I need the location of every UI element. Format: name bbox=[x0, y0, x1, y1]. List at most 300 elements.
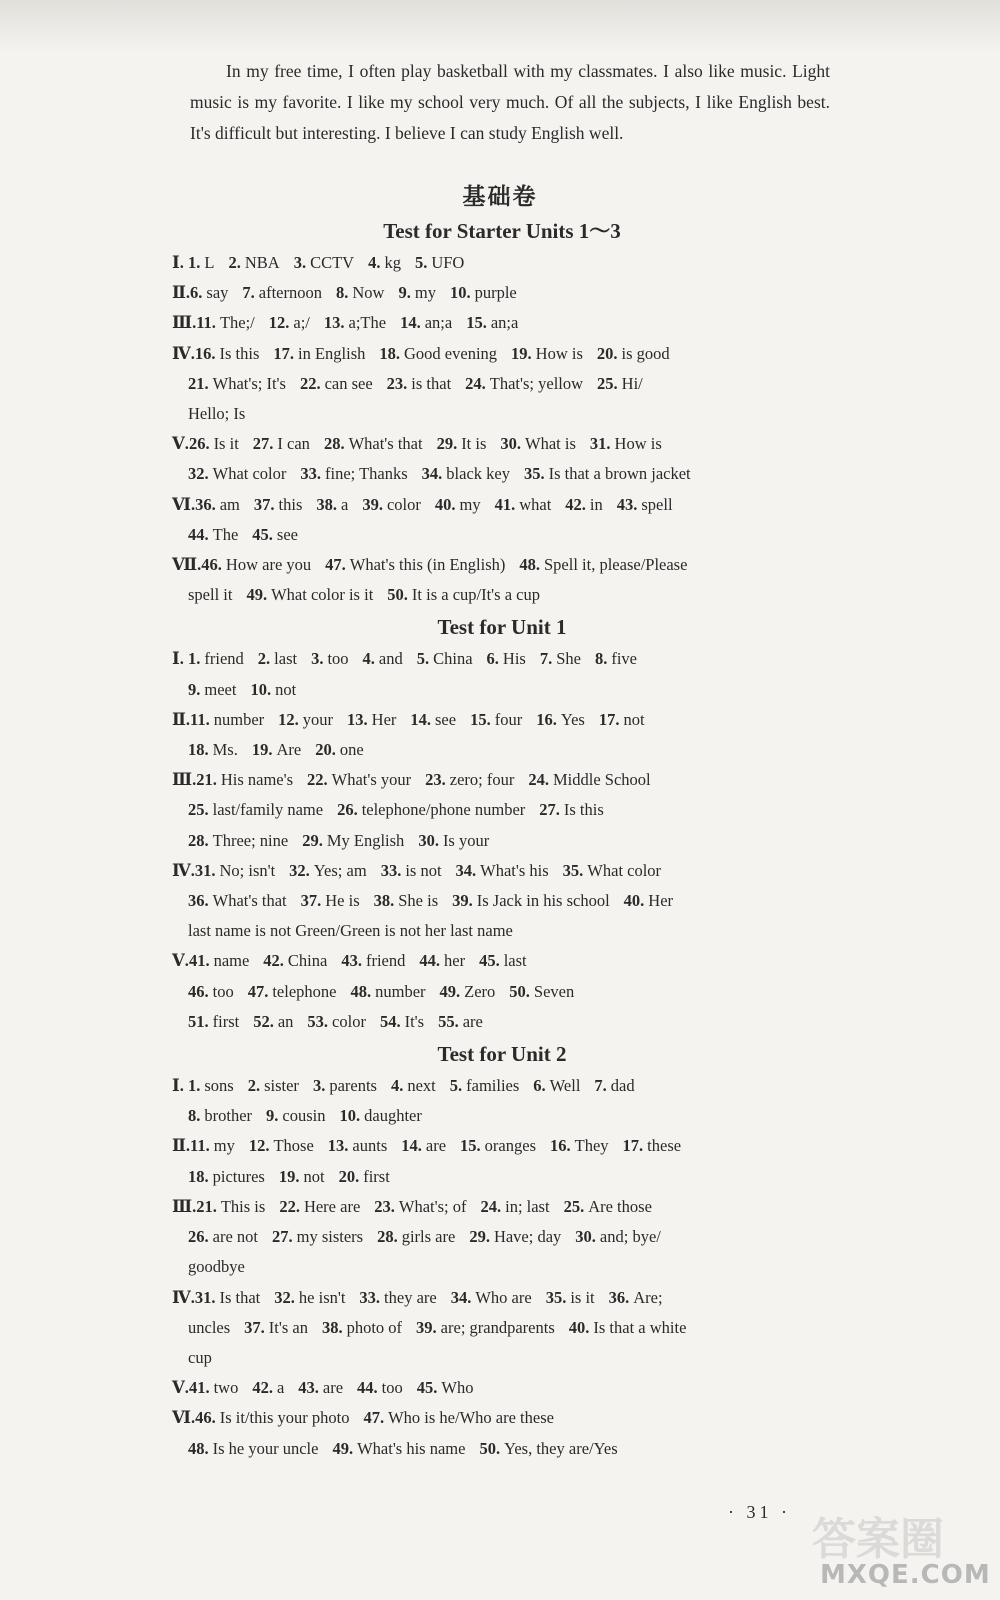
question-number: 8. bbox=[188, 1106, 201, 1126]
question-number: 41. bbox=[188, 1378, 210, 1398]
answer-text: Yes, they are/Yes bbox=[504, 1438, 618, 1458]
answer-line bbox=[172, 1162, 832, 1192]
answer-text: Zero bbox=[464, 981, 496, 1001]
answer-line bbox=[172, 1222, 832, 1252]
answer-item bbox=[487, 649, 526, 668]
question-number: 5. bbox=[416, 649, 430, 669]
answer-text: last bbox=[274, 649, 298, 669]
answer-line bbox=[172, 916, 832, 946]
answer-item bbox=[228, 253, 279, 272]
answer-item bbox=[189, 951, 249, 970]
question-number: 27. bbox=[271, 1227, 293, 1247]
answer-item bbox=[188, 1076, 234, 1095]
answer-item bbox=[539, 800, 604, 819]
answer-text: Is your bbox=[442, 830, 490, 850]
question-number: 21. bbox=[196, 770, 217, 790]
question-number: 24. bbox=[480, 1196, 502, 1216]
question-number: 13. bbox=[347, 709, 368, 729]
answer-group bbox=[172, 1192, 832, 1283]
answer-item bbox=[248, 982, 337, 1001]
roman-numeral: Ⅰ. bbox=[172, 253, 184, 272]
answer-line bbox=[172, 429, 832, 459]
answer-item bbox=[401, 1136, 446, 1155]
question-number: 2. bbox=[257, 649, 271, 669]
answer-text: sons bbox=[204, 1076, 234, 1096]
answer-item bbox=[263, 951, 327, 970]
question-number: 49. bbox=[439, 981, 461, 1001]
answer-text: purple bbox=[474, 283, 517, 303]
answer-item bbox=[452, 891, 610, 910]
answer-text: are bbox=[425, 1136, 447, 1156]
answer-item bbox=[415, 253, 464, 272]
answer-item bbox=[188, 404, 245, 423]
question-number: 22. bbox=[307, 770, 328, 790]
question-number: 5. bbox=[414, 253, 428, 272]
answer-text: in bbox=[589, 494, 603, 514]
question-number: 30. bbox=[418, 830, 439, 850]
answer-item bbox=[279, 1167, 325, 1186]
answer-text: last/family name bbox=[212, 800, 324, 820]
answer-text: Hi/ bbox=[621, 373, 643, 393]
answer-item bbox=[379, 344, 497, 363]
answer-group bbox=[172, 946, 832, 1037]
question-number: 12. bbox=[278, 709, 299, 729]
answer-line bbox=[172, 1434, 832, 1464]
answer-item bbox=[533, 1076, 580, 1095]
question-number: 15. bbox=[470, 709, 491, 729]
question-number: 23. bbox=[374, 1196, 395, 1216]
answer-text: What is bbox=[525, 434, 576, 454]
answer-text: color bbox=[386, 494, 421, 514]
question-number: 49. bbox=[246, 585, 268, 605]
answer-text: he isn't bbox=[298, 1287, 346, 1307]
test-section-title: Test for Starter Units 1～3 bbox=[383, 219, 621, 243]
answer-text: Middle School bbox=[552, 770, 651, 790]
answer-text: Good evening bbox=[404, 343, 498, 363]
answer-text: a bbox=[276, 1378, 285, 1398]
question-number: 19. bbox=[251, 740, 273, 760]
answer-text: Yes; am bbox=[313, 860, 367, 880]
answer-text: This is bbox=[220, 1196, 266, 1216]
question-number: 40. bbox=[434, 494, 456, 514]
answer-item bbox=[540, 649, 581, 668]
answer-text: cup bbox=[188, 1347, 212, 1367]
answer-item bbox=[387, 585, 540, 604]
answer-text: How is bbox=[614, 434, 662, 454]
answer-text: My English bbox=[326, 830, 405, 850]
answer-item bbox=[289, 861, 367, 880]
answer-line bbox=[172, 946, 832, 976]
answer-text: sister bbox=[264, 1076, 299, 1096]
answer-group bbox=[172, 429, 832, 489]
answer-text: one bbox=[339, 740, 364, 760]
answer-item bbox=[188, 1348, 212, 1367]
question-number: 13. bbox=[327, 1136, 349, 1156]
answer-text: this bbox=[278, 494, 303, 514]
answer-group bbox=[172, 765, 832, 856]
intro-section bbox=[190, 56, 830, 149]
question-number: 1. bbox=[188, 1076, 201, 1096]
answer-item bbox=[419, 951, 465, 970]
question-number: 45. bbox=[416, 1378, 438, 1398]
question-number: 47. bbox=[325, 555, 346, 575]
answer-text: friend bbox=[365, 951, 406, 971]
answer-group bbox=[172, 644, 832, 704]
answer-text: too bbox=[327, 649, 349, 669]
answer-item bbox=[272, 1227, 363, 1246]
answer-text: parents bbox=[329, 1076, 377, 1096]
answer-item bbox=[347, 710, 396, 729]
answer-text: meet bbox=[204, 679, 237, 699]
question-number: 40. bbox=[568, 1317, 590, 1337]
question-number: 10. bbox=[449, 283, 471, 303]
answer-item bbox=[337, 800, 525, 819]
answer-item bbox=[300, 464, 407, 483]
roman-numeral: Ⅶ. bbox=[172, 555, 202, 575]
roman-numeral: Ⅱ. bbox=[172, 709, 191, 729]
question-number: 49. bbox=[332, 1438, 354, 1458]
question-number: 35. bbox=[545, 1287, 567, 1307]
question-number: 17. bbox=[598, 709, 620, 729]
answer-text: The;/ bbox=[219, 313, 255, 333]
answer-text: What color bbox=[587, 860, 662, 880]
answer-text: my bbox=[213, 1136, 235, 1156]
answer-item bbox=[190, 283, 228, 302]
section-title-cn: 基础卷 bbox=[462, 184, 538, 210]
answer-text: telephone bbox=[272, 981, 337, 1001]
answer-text: Have; day bbox=[493, 1227, 562, 1247]
question-number: 35. bbox=[562, 860, 584, 880]
answer-item bbox=[509, 982, 574, 1001]
answer-text: am bbox=[219, 494, 240, 514]
question-number: 17. bbox=[273, 343, 294, 363]
answer-item bbox=[528, 770, 650, 789]
answer-line bbox=[172, 339, 832, 369]
question-number: 1. bbox=[188, 253, 201, 272]
answer-item bbox=[196, 770, 293, 789]
answer-item bbox=[324, 434, 423, 453]
answer-item bbox=[188, 585, 232, 604]
answer-text: Yes bbox=[560, 709, 585, 729]
question-number: 10. bbox=[250, 679, 272, 699]
answer-item bbox=[274, 1288, 345, 1307]
answer-item bbox=[254, 495, 302, 514]
answer-item bbox=[410, 710, 456, 729]
question-number: 31. bbox=[194, 860, 216, 880]
answer-text: Who are bbox=[475, 1287, 532, 1307]
answer-line bbox=[172, 675, 832, 705]
answer-group bbox=[172, 308, 832, 338]
question-number: 11. bbox=[196, 313, 216, 333]
answer-item bbox=[599, 710, 645, 729]
question-number: 23. bbox=[425, 770, 446, 790]
answer-item bbox=[480, 1197, 549, 1216]
answer-text: Three; nine bbox=[212, 830, 289, 850]
answer-text: fine; Thanks bbox=[325, 464, 408, 484]
question-number: 2. bbox=[228, 253, 241, 272]
answer-item bbox=[617, 495, 673, 514]
question-number: 9. bbox=[188, 679, 201, 699]
question-number: 16. bbox=[194, 343, 216, 363]
answer-text: Seven bbox=[533, 981, 575, 1001]
answer-line bbox=[172, 1403, 832, 1433]
question-number: 54. bbox=[379, 1011, 401, 1031]
answer-text: is not bbox=[405, 860, 442, 880]
answer-line bbox=[172, 856, 832, 886]
question-number: 45. bbox=[479, 951, 500, 971]
answer-text: pictures bbox=[212, 1166, 265, 1186]
question-number: 28. bbox=[323, 434, 345, 454]
answer-line bbox=[172, 1071, 832, 1101]
answer-text: in English bbox=[298, 343, 366, 363]
answer-item bbox=[575, 1227, 661, 1246]
answer-text: Her bbox=[648, 891, 674, 911]
answer-item bbox=[188, 464, 286, 483]
question-number: 14. bbox=[410, 709, 432, 729]
question-number: 35. bbox=[523, 464, 545, 484]
question-number: 16. bbox=[550, 1136, 571, 1156]
answer-text: an bbox=[277, 1011, 294, 1031]
answer-item bbox=[188, 800, 323, 819]
answer-item bbox=[196, 1197, 265, 1216]
answer-text: families bbox=[466, 1076, 520, 1096]
answer-item bbox=[322, 1318, 402, 1337]
answer-item bbox=[350, 982, 425, 1001]
question-number: 9. bbox=[398, 283, 411, 303]
question-number: 29. bbox=[436, 434, 458, 454]
answer-item bbox=[339, 1167, 390, 1186]
answer-line bbox=[172, 399, 832, 429]
answer-line bbox=[172, 580, 832, 610]
answer-item bbox=[246, 585, 373, 604]
answer-item bbox=[569, 1318, 687, 1337]
answer-text: name bbox=[213, 951, 250, 971]
answer-item bbox=[298, 1378, 343, 1397]
question-number: 40. bbox=[623, 891, 645, 911]
roman-numeral: Ⅴ. bbox=[172, 1378, 189, 1398]
question-number: 11. bbox=[190, 709, 210, 729]
question-number: 10. bbox=[339, 1106, 361, 1126]
roman-numeral: Ⅱ. bbox=[172, 283, 191, 303]
answer-item bbox=[188, 1439, 318, 1458]
question-number: 36. bbox=[188, 891, 209, 911]
answer-group bbox=[172, 490, 832, 550]
answer-text: see bbox=[276, 524, 298, 544]
answer-item bbox=[479, 951, 527, 970]
question-number: 34. bbox=[450, 1287, 472, 1307]
question-number: 2. bbox=[247, 1076, 261, 1096]
question-number: 50. bbox=[509, 981, 530, 1001]
answer-item bbox=[300, 374, 373, 393]
answer-text: Is Jack in his school bbox=[476, 891, 610, 911]
question-number: 27. bbox=[539, 800, 560, 820]
question-number: 11. bbox=[190, 1136, 210, 1156]
question-number: 43. bbox=[616, 494, 638, 514]
question-number: 46. bbox=[195, 1408, 216, 1428]
question-number: 18. bbox=[379, 343, 401, 363]
answer-text: Here are bbox=[303, 1196, 361, 1216]
answer-group bbox=[172, 705, 832, 765]
question-number: 24. bbox=[528, 770, 549, 790]
test-section-title: Test for Unit 1 bbox=[437, 615, 567, 640]
answer-item bbox=[357, 1378, 403, 1397]
answer-item bbox=[324, 313, 386, 332]
answer-text: are; grandparents bbox=[440, 1317, 555, 1337]
answer-item bbox=[380, 1012, 424, 1031]
answer-text: first bbox=[363, 1166, 390, 1186]
question-number: 6. bbox=[533, 1076, 546, 1096]
question-number: 26. bbox=[337, 800, 358, 820]
answer-text: L bbox=[204, 253, 215, 272]
answer-text: She is bbox=[398, 891, 439, 911]
answer-line bbox=[172, 1252, 832, 1282]
answer-text: afternoon bbox=[258, 283, 323, 303]
question-number: 37. bbox=[253, 494, 275, 514]
question-number: 4. bbox=[362, 649, 375, 669]
question-number: 36. bbox=[608, 1287, 630, 1307]
answer-item bbox=[269, 313, 310, 332]
answer-text: What's this (in English) bbox=[349, 555, 506, 575]
answer-item bbox=[248, 1076, 299, 1095]
question-number: 32. bbox=[289, 860, 310, 880]
question-number: 44. bbox=[419, 951, 440, 971]
question-number: 23. bbox=[386, 373, 408, 393]
answer-item bbox=[188, 253, 214, 272]
answer-text: are bbox=[322, 1378, 344, 1398]
answer-text: kg bbox=[384, 253, 401, 272]
question-number: 33. bbox=[380, 860, 402, 880]
question-number: 19. bbox=[278, 1166, 300, 1186]
answer-item bbox=[456, 861, 549, 880]
answer-item bbox=[550, 1136, 609, 1155]
answer-item bbox=[253, 1012, 293, 1031]
answer-text: an;a bbox=[490, 313, 519, 333]
answer-text: spell it bbox=[188, 585, 233, 605]
answer-item bbox=[363, 649, 403, 668]
answer-item bbox=[595, 649, 637, 668]
answer-text: oranges bbox=[484, 1136, 536, 1156]
question-number: 47. bbox=[363, 1408, 385, 1428]
question-number: 39. bbox=[452, 891, 473, 911]
roman-numeral: Ⅲ. bbox=[172, 1196, 197, 1216]
answer-item bbox=[400, 313, 452, 332]
question-number: 45. bbox=[252, 524, 273, 544]
question-number: 25. bbox=[597, 373, 618, 393]
answer-item bbox=[470, 710, 522, 729]
question-number: 30. bbox=[575, 1227, 596, 1247]
answer-text: What's your bbox=[331, 770, 412, 790]
answer-text: Hello; Is bbox=[188, 404, 246, 424]
question-number: 38. bbox=[373, 891, 395, 911]
answer-line bbox=[172, 1283, 832, 1313]
answer-text: China bbox=[287, 951, 328, 971]
answer-item bbox=[244, 1318, 308, 1337]
answer-line bbox=[172, 248, 832, 278]
answer-item bbox=[460, 1136, 536, 1155]
answer-item bbox=[387, 374, 452, 393]
answer-item bbox=[495, 495, 552, 514]
answer-item bbox=[195, 1408, 349, 1427]
answer-text: Is this bbox=[219, 343, 260, 363]
answer-text: His bbox=[502, 649, 526, 669]
answer-text: her bbox=[444, 951, 466, 971]
answer-line bbox=[172, 490, 832, 520]
answer-text: my bbox=[459, 494, 481, 514]
question-number: 4. bbox=[368, 253, 381, 272]
answer-item bbox=[465, 374, 583, 393]
answer-item bbox=[325, 555, 505, 574]
page-number: · 31 · bbox=[728, 1502, 791, 1522]
answer-text: What's his bbox=[480, 860, 549, 880]
answer-item bbox=[363, 1408, 553, 1427]
answer-line bbox=[172, 826, 832, 856]
question-number: 26. bbox=[188, 1227, 209, 1247]
answer-item bbox=[425, 770, 514, 789]
answer-item bbox=[302, 831, 404, 850]
answer-text: are not bbox=[212, 1227, 258, 1247]
roman-numeral: Ⅳ. bbox=[172, 343, 195, 363]
answer-text: CCTV bbox=[310, 253, 355, 272]
question-number: 21. bbox=[188, 373, 209, 393]
answer-text: too bbox=[212, 981, 234, 1001]
answer-item bbox=[336, 283, 384, 302]
answer-text: goodbye bbox=[188, 1257, 245, 1277]
answer-line bbox=[172, 1192, 832, 1222]
question-number: 21. bbox=[196, 1196, 217, 1216]
question-number: 41. bbox=[188, 951, 210, 971]
answer-text: my bbox=[414, 283, 436, 303]
question-number: 24. bbox=[465, 373, 486, 393]
answer-group bbox=[172, 339, 832, 430]
answer-item bbox=[416, 1318, 555, 1337]
answer-group bbox=[172, 248, 832, 278]
answer-item bbox=[266, 1106, 325, 1125]
answer-item bbox=[195, 1288, 260, 1307]
question-number: 28. bbox=[377, 1227, 398, 1247]
answer-item bbox=[368, 253, 401, 272]
question-number: 46. bbox=[201, 555, 222, 575]
question-number: 17. bbox=[622, 1136, 644, 1156]
answer-text: number bbox=[375, 981, 426, 1001]
answer-group bbox=[172, 1131, 832, 1191]
question-number: 12. bbox=[248, 1136, 270, 1156]
answer-item bbox=[519, 555, 687, 574]
answer-text: Now bbox=[352, 283, 385, 303]
question-number: 39. bbox=[416, 1317, 437, 1337]
answer-text: five bbox=[611, 649, 637, 669]
answer-text: UFO bbox=[431, 253, 465, 272]
answer-text: Is this bbox=[563, 800, 604, 820]
answer-item bbox=[450, 1076, 520, 1095]
answer-item bbox=[328, 1136, 387, 1155]
question-number: 43. bbox=[341, 951, 362, 971]
question-number: 14. bbox=[401, 1136, 422, 1156]
question-number: 48. bbox=[188, 1438, 209, 1458]
answer-line bbox=[172, 459, 832, 489]
answer-text: Who is he/Who are these bbox=[388, 1408, 554, 1428]
answer-text: What color is it bbox=[271, 585, 374, 605]
answer-line bbox=[172, 278, 832, 308]
question-number: 25. bbox=[563, 1196, 585, 1216]
answer-item bbox=[188, 921, 513, 940]
answer-item bbox=[196, 313, 255, 332]
answer-text: two bbox=[213, 1378, 239, 1398]
question-number: 6. bbox=[486, 649, 499, 669]
roman-numeral: Ⅳ. bbox=[172, 1287, 195, 1307]
answer-text: That's; yellow bbox=[489, 373, 584, 393]
answer-text: What's that bbox=[212, 891, 287, 911]
question-number: 15. bbox=[466, 313, 487, 333]
